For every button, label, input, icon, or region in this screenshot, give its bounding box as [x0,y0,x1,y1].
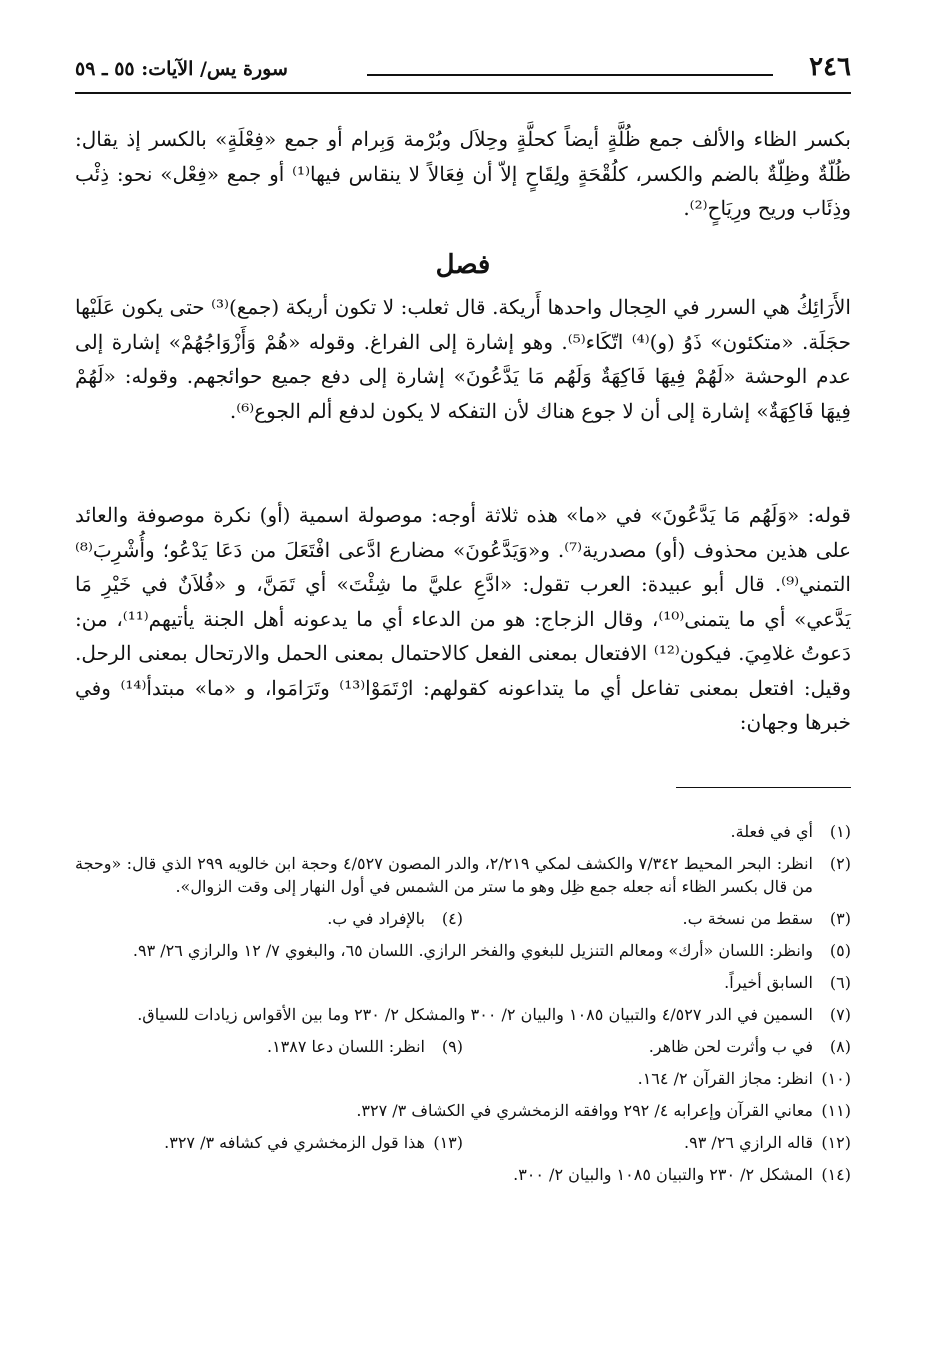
footnote-text: في ب وأثرت لحن ظاهر. [648,1037,813,1056]
footnote-number: (١١) [821,1101,851,1120]
footnote-number: (٤) [441,909,463,928]
footnote-text: السمين في الدر ٤/٥٢٧ والتبيان ١٠٨٥ والبيان ٢/ ٣٠٠ والمشكل ٢/ ٢٣٠ وما بين الأقواس زيادات للسياق. [137,1005,813,1024]
paragraph-2-text: الأَرَائِكُ هي السرر في الحِجال واحدها أَريكة. قال ثعلب: لا تكون أريكة (جمع)⁽³⁾ حتى يكون عَلَيْها حجَلَة. «متكئون» ذَوُ (و)⁽⁴⁾ اتّكَاء⁽⁵⁾. وهو إشارة إلى الفراغ. وقوله «هُمْ وَأَزْوَاجُهُمْ» إشارة إلى عدم الوحشة «لَهُمْ فِيهَا فَاكِهَةٌ وَلَهُم مَا يَدَّعُونَ» إشارة إلى دفع جميع حوائجهم. وقوله: «لَهُمْ فِيهَا فَاكِهَةٌ» إشارة إلى أن لا جوع هناك لأن التفكه لا يكون لدفع ألم الجوع⁽⁶⁾. [75,295,851,423]
surah-title: سورة يس/ الآيات: ٥٥ ـ ٥٩ [75,58,288,80]
paragraph-3 [75,498,851,740]
footnote-number: (١٠) [821,1069,851,1088]
footnote-8-9 [75,1035,851,1058]
running-header [75,48,851,94]
header-rule [75,92,851,94]
footnote-number: (١) [829,822,851,841]
footnote-text: السابق أخيراً. [724,973,813,992]
footnote-number: (٧) [829,1005,851,1024]
paragraph-2 [75,290,851,428]
footnote-5 [75,939,851,962]
footnote-1 [75,820,851,843]
footnote-separator [676,787,851,788]
footnote-text: هذا قول الزمخشري في كشافه ٣/ ٣٢٧. [164,1133,425,1152]
footnote-10 [75,1067,851,1090]
footnote-text: معاني القرآن وإعرابه ٤/ ٢٩٢ ووافقه الزمخشري في الكشاف ٣/ ٣٢٧. [356,1101,813,1120]
section-title: فصل [435,250,491,280]
footnote-number: (٦) [829,973,851,992]
footnote-text: انظر: البحر المحيط ٧/٣٤٢ والكشف لمكي ٢/٢١٩، والدر المصون ٤/٥٢٧ وحجة ابن خالويه ٢٩٩ الذي قال: «وحجة من قال بكسر الظاء أنه جعله جمع ظِل وهو ما ستر من الشمس في أول النهار إلى وقت الزوال». [75,854,813,896]
paragraph-3-text: قوله: «وَلَهُم مَا يَدَّعُونَ» في «ما» هذه ثلاثة أوجه: موصولة اسمية (أو) نكرة موصوفة والعائد على هذين محذوف (أو) مصدرية⁽⁷⁾. و«وَيَدَّعُونَ» مضارع ادَّعى افْتَعَلَ من دَعَا يَدْعُو؛ وأُشْرِبَ⁽⁸⁾ التمني⁽⁹⁾. قال أبو عبيدة: العرب تقول: «ادَّعِ عليَّ ما شِئْتَ» أي تَمَنَّ، و «فُلاَنٌ في خَيْرِ مَا يَدَّعي» أي ما يتمنى⁽¹⁰⁾، وقال الزجاج: هو من الدعاء أي ما يدعونه أهل الجنة يأتيهم⁽¹¹⁾، من: دَعوتُ غلامِيَ. فيكون⁽¹²⁾ الافتعال بمعنى الفعل كالاحتمال بمعنى الحمل والارتحال بمعنى الرحل. وقيل: افتعل بمعنى تفاعل أي ما يتداعونه كقولهم: ارْتَمَوْا⁽¹³⁾ وتَرَامَوا، و «ما» مبتدأ⁽¹⁴⁾ وفي خبرها وجهان: [75,503,852,734]
footnote-14 [75,1163,851,1186]
footnote-text: انظر: اللسان دعا ١٣٨٧. [266,1037,425,1056]
footnote-number: (٨) [829,1037,851,1056]
footnote-number: (٣) [829,909,851,928]
footnote-number: (١٢) [821,1133,851,1152]
header-line [367,74,773,76]
paragraph-1 [75,122,851,226]
footnote-number: (٢) [829,854,851,873]
footnote-6 [75,971,851,994]
footnote-text: بالإفراد في ب. [327,909,425,928]
paragraph-1-text: بكسر الظاء والألف جمع ظُلَّةٍ أيضاً كحلَّةٍ وحِلاَل وبُرْمة وَبِرام أو جمع «فِعْلَةٍ» بالكسر إذ يقال: ظُلّةٌ وظِلّةٌ بالضم والكسر، كلُقْحَةٍ ولِقَاحٍ إلاّ أن فِعَالاً لا ينقاس فيها⁽¹⁾ أو جمع «فِعْل» نحو: ذِئْب وذِئَاب وريح ورِيَاحٍ⁽²⁾. [75,127,851,220]
footnote-number: (٥) [829,941,851,960]
footnote-12-13 [75,1131,851,1154]
footnote-text: سقط من نسخة ب. [682,909,813,928]
footnotes [75,820,851,1195]
footnote-text: انظر: مجاز القرآن ٢/ ١٦٤. [637,1069,813,1088]
footnote-text: أي في فعلة. [730,822,813,841]
footnote-text: قاله الرازي ٢٦/ ٩٣. [684,1133,813,1152]
footnote-7 [75,1003,851,1026]
footnote-text: المشكل ٢/ ٢٣٠ والتبيان ١٠٨٥ والبيان ٢/ ٣٠٠. [513,1165,813,1184]
footnote-number: (٩) [441,1037,463,1056]
footnote-11 [75,1099,851,1122]
footnote-number: (١٣) [433,1133,463,1152]
footnote-3-4 [75,907,851,930]
page-number: ٢٤٦ [809,52,851,82]
footnote-number: (١٤) [821,1165,851,1184]
footnote-text: وانظر: اللسان «أرك» ومعالم التنزيل للبغوي والفخر الرازي. اللسان ٦٥، والبغوي ٧/ ١٢ والرازي ٢٦/ ٩٣. [132,941,813,960]
footnote-2 [75,852,851,898]
